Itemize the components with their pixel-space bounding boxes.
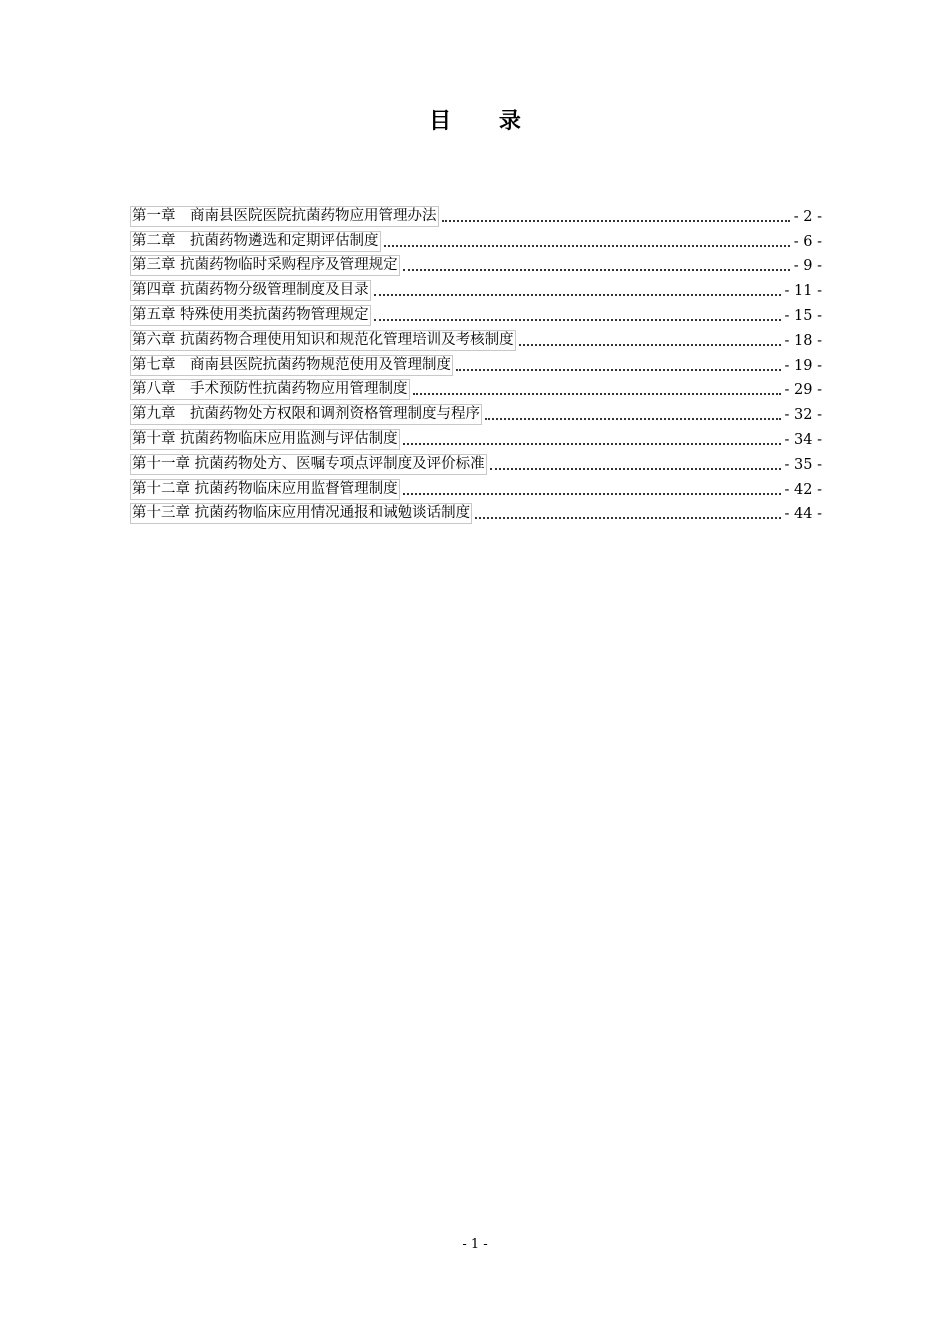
toc-entry[interactable] [130, 425, 822, 450]
toc-dot-leader [403, 269, 790, 271]
toc-page-number: - 11 - [784, 283, 822, 300]
toc-entry-link[interactable]: 第七章 商南县医院抗菌药物规范使用及管理制度 [130, 355, 453, 376]
toc-dot-leader [442, 220, 790, 222]
toc-dot-leader [403, 443, 781, 445]
toc-page-number: - 44 - [784, 506, 822, 523]
toc-page-number: - 32 - [784, 407, 822, 424]
toc-entry[interactable] [130, 450, 822, 475]
toc-page-number: - 15 - [784, 307, 822, 324]
toc-entry-link[interactable]: 第十章 抗菌药物临床应用监测与评估制度 [130, 429, 400, 450]
toc-entry[interactable] [130, 400, 822, 425]
toc-page-number: - 42 - [784, 481, 822, 498]
toc-entry-link[interactable]: 第九章 抗菌药物处方权限和调剂资格管理制度与程序 [130, 404, 482, 425]
toc-page-number: - 9 - [793, 258, 822, 275]
toc-dot-leader [384, 245, 790, 247]
toc-entry-link[interactable]: 第二章 抗菌药物遴选和定期评估制度 [130, 231, 381, 252]
toc-entry[interactable] [130, 376, 822, 401]
toc-entry-link[interactable]: 第五章 特殊使用类抗菌药物管理规定 [130, 305, 371, 326]
toc-entry[interactable] [130, 326, 822, 351]
toc-dot-leader [374, 319, 781, 321]
toc-page-number: - 29 - [784, 382, 822, 399]
toc-entry[interactable] [130, 276, 822, 301]
toc-page-number: - 34 - [784, 431, 822, 448]
toc-page-number: - 19 - [784, 357, 822, 374]
page-number: - 1 - [462, 1237, 488, 1252]
toc-entry-link[interactable]: 第四章 抗菌药物分级管理制度及目录 [130, 280, 371, 301]
toc-entry-link[interactable]: 第三章 抗菌药物临时采购程序及管理规定 [130, 255, 400, 276]
toc-entry-link[interactable]: 第十三章 抗菌药物临床应用情况通报和诫勉谈话制度 [130, 503, 472, 524]
toc-dot-leader [403, 493, 781, 495]
toc-page-number: - 2 - [793, 208, 822, 225]
toc-entry[interactable] [130, 351, 822, 376]
toc-page-number: - 6 - [793, 233, 822, 250]
toc-entry[interactable] [130, 252, 822, 277]
toc-page-number: - 18 - [784, 332, 822, 349]
toc-entry-link[interactable]: 第六章 抗菌药物合理使用知识和规范化管理培训及考核制度 [130, 330, 516, 351]
toc-entry[interactable] [130, 475, 822, 500]
toc-dot-leader [475, 517, 780, 519]
toc-entry-link[interactable]: 第十二章 抗菌药物临床应用监督管理制度 [130, 479, 400, 500]
toc-dot-leader [456, 369, 781, 371]
toc-entry[interactable] [130, 227, 822, 252]
toc-dot-leader [413, 393, 781, 395]
toc-dot-leader [485, 418, 781, 420]
toc-entry-link[interactable]: 第一章 商南县医院医院抗菌药物应用管理办法 [130, 206, 439, 227]
toc-entry-link[interactable]: 第八章 手术预防性抗菌药物应用管理制度 [130, 379, 410, 400]
toc-dot-leader [374, 294, 781, 296]
toc-page-number: - 35 - [784, 456, 822, 473]
toc-entry[interactable] [130, 500, 822, 525]
table-of-contents [130, 202, 822, 524]
toc-entry[interactable] [130, 301, 822, 326]
page-title: 目 录 [429, 108, 541, 134]
toc-entry-link[interactable]: 第十一章 抗菌药物处方、医嘱专项点评制度及评价标准 [130, 454, 487, 475]
toc-dot-leader [490, 468, 781, 470]
toc-entry[interactable] [130, 202, 822, 227]
toc-dot-leader [519, 344, 781, 346]
